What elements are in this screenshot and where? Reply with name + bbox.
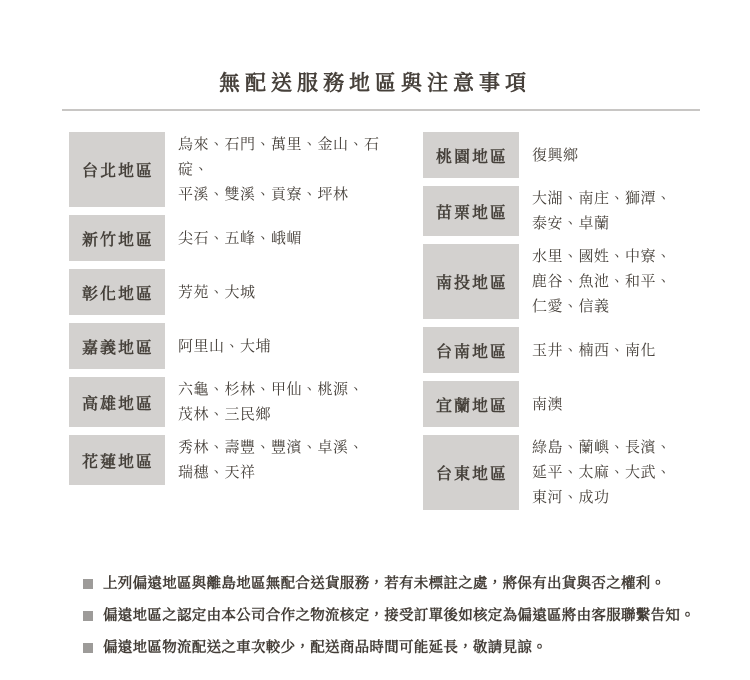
- region-areas: [519, 186, 672, 236]
- region-row: [69, 215, 410, 261]
- region-row: [423, 435, 687, 510]
- region-areas-line: 瑞穗、天祥: [178, 463, 256, 481]
- region-areas: [519, 392, 563, 417]
- region-label: 台北地區: [69, 132, 165, 207]
- regions-section: [69, 132, 750, 518]
- region-areas: [519, 143, 579, 168]
- region-label: 南投地區: [423, 244, 519, 319]
- note-item: [83, 606, 710, 627]
- region-areas-line: 阿里山、大埔: [178, 336, 272, 355]
- note-text: 偏遠地區物流配送之車次較少，配送商品時間可能延長，敬請見諒。: [103, 640, 547, 656]
- square-bullet-icon: [83, 579, 93, 589]
- square-bullet-icon: [83, 643, 93, 653]
- region-areas-line: 玉井、楠西、南化: [532, 340, 657, 359]
- square-bullet-icon: [83, 611, 93, 621]
- region-areas-line: 平溪、雙溪、貢寮、坪林: [178, 185, 349, 203]
- region-label: 宜蘭地區: [423, 381, 519, 427]
- region-areas-line: 尖石、五峰、峨嵋: [178, 228, 303, 247]
- region-label: 桃園地區: [423, 132, 519, 178]
- note-text: 上列偏遠地區與離島地區無配合送貨服務，若有未標註之處，將保有出貨與否之權利。: [103, 576, 666, 592]
- region-label: 花蓮地區: [69, 435, 165, 485]
- region-areas: [165, 132, 410, 207]
- region-areas-line: 秀林、壽豐、豐濱、卓溪、: [178, 438, 365, 456]
- region-label: 嘉義地區: [69, 323, 165, 369]
- region-row: [69, 323, 410, 369]
- region-areas: [519, 338, 656, 363]
- region-areas-line: 水里、國姓、中寮、: [532, 247, 672, 265]
- region-column-left: [69, 132, 410, 518]
- region-areas-line: 復興鄉: [532, 145, 579, 164]
- region-areas-line: 泰安、卓蘭: [532, 214, 610, 232]
- title-divider: [62, 109, 700, 111]
- note-item: [83, 574, 710, 595]
- region-areas-line: 六龜、杉林、甲仙、桃源、: [178, 380, 365, 398]
- region-row: [69, 435, 410, 485]
- page-title: 無配送服務地區與注意事項: [219, 71, 531, 95]
- notes-section: [83, 574, 710, 659]
- region-areas-line: 鹿谷、魚池、和平、: [532, 272, 672, 290]
- region-label: 台南地區: [423, 327, 519, 373]
- region-label: 彰化地區: [69, 269, 165, 315]
- region-row: [69, 269, 410, 315]
- region-row: [423, 186, 687, 236]
- region-areas: [519, 435, 672, 510]
- region-areas: [165, 280, 256, 305]
- region-areas-line: 綠島、蘭嶼、長濱、: [532, 438, 672, 456]
- region-row: [69, 377, 410, 427]
- region-areas: [165, 377, 364, 427]
- region-areas-line: 茂林、三民鄉: [178, 405, 272, 423]
- note-item: [83, 638, 710, 659]
- region-row: [423, 381, 687, 427]
- region-label: 新竹地區: [69, 215, 165, 261]
- region-label: 高雄地區: [69, 377, 165, 427]
- region-row: [69, 132, 410, 207]
- region-areas-line: 東河、成功: [532, 488, 610, 506]
- region-areas: [165, 435, 364, 485]
- region-areas: [165, 334, 271, 359]
- region-label: 苗栗地區: [423, 186, 519, 236]
- region-areas-line: 大湖、南庄、獅潭、: [532, 189, 672, 207]
- region-areas-line: 芳苑、大城: [178, 282, 256, 301]
- region-areas: [165, 226, 302, 251]
- region-areas-line: 烏來、石門、萬里、金山、石碇、: [178, 135, 380, 178]
- region-row: [423, 244, 687, 319]
- region-areas-line: 南澳: [532, 394, 564, 413]
- note-text: 偏遠地區之認定由本公司合作之物流核定，接受訂單後如核定為偏遠區將由客服聯繫告知。: [103, 608, 695, 624]
- region-column-right: [423, 132, 687, 518]
- region-row: [423, 327, 687, 373]
- region-areas: [519, 244, 672, 319]
- region-areas-line: 延平、太麻、大武、: [532, 463, 672, 481]
- region-row: [423, 132, 687, 178]
- region-areas-line: 仁愛、信義: [532, 297, 610, 315]
- region-label: 台東地區: [423, 435, 519, 510]
